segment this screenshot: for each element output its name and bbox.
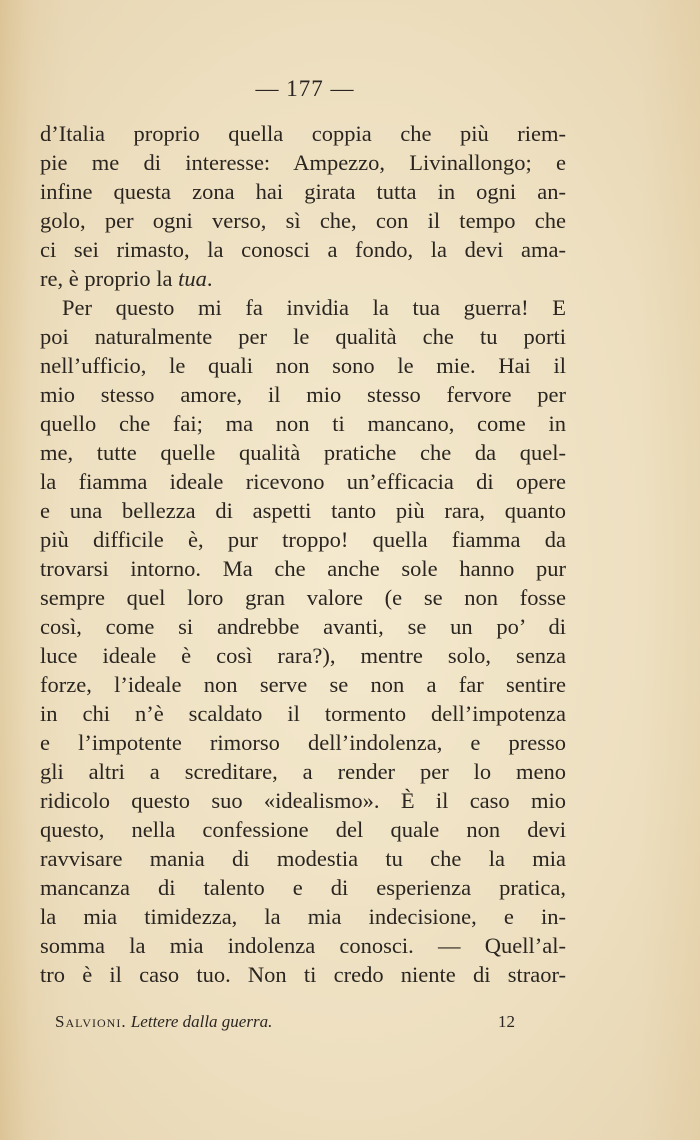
- text-line: mancanza di talento e di esperienza pratica,: [40, 875, 566, 900]
- text-line: e l’impotente rimorso dell’indolenza, e presso: [40, 730, 566, 755]
- text-line: così, come si andrebbe avanti, se un po’ di: [40, 614, 566, 639]
- text-line: [40, 264, 566, 293]
- text-line: infine questa zona hai girata tutta in ogni an-: [40, 179, 566, 204]
- text-line: forze, l’ideale non serve se non a far sentire: [40, 672, 566, 697]
- text-line: poi naturalmente per le qualità che tu porti: [40, 324, 566, 349]
- text-line: gli altri a screditare, a render per lo meno: [40, 759, 566, 784]
- page-number: — 177 —: [255, 76, 355, 101]
- text-line: la fiamma ideale ricevono un’efficacia di opere: [40, 469, 566, 494]
- text-line: luce ideale è così rara?), mentre solo, senza: [40, 643, 566, 668]
- text-line: pie me di interesse: Ampezzo, Livinallongo; e: [40, 150, 566, 175]
- text-line: somma la mia indolenza conosci. — Quell’al-: [40, 933, 566, 958]
- text-line: in chi n’è scaldato il tormento dell’impotenza: [40, 701, 566, 726]
- text-line: ravvisare mania di modestia tu che la mia: [40, 846, 566, 871]
- text-line: nell’ufficio, le quali non sono le mie. Hai il: [40, 353, 566, 378]
- footer-book-title: Lettere dalla guerra.: [130, 1012, 273, 1031]
- text-line: tro è il caso tuo. Non ti credo niente di straor-: [40, 962, 566, 987]
- text-line: la mia timidezza, la mia indecisione, e in-: [40, 904, 566, 929]
- text-line: più difficile è, pur troppo! quella fiamma da: [40, 527, 566, 552]
- footer-running-title: [55, 1012, 272, 1032]
- text-line: mio stesso amore, il mio stesso fervore per: [40, 382, 566, 407]
- text-line: trovarsi intorno. Ma che anche sole hanno pur: [40, 556, 566, 581]
- text-line: sempre quel loro gran valore (e se non fosse: [40, 585, 566, 610]
- text-line: e una bellezza di aspetti tanto più rara, quanto: [40, 498, 566, 523]
- text-fragment: re, è proprio la: [40, 266, 179, 291]
- page-footer: [55, 1012, 515, 1032]
- text-fragment: .: [206, 266, 213, 291]
- italic-word: tua: [178, 266, 207, 291]
- text-line: golo, per ogni verso, sì che, con il tempo che: [40, 208, 566, 233]
- footer-author: Salvioni.: [55, 1012, 127, 1031]
- text-line: questo, nella confessione del quale non devi: [40, 817, 566, 842]
- body-text: [40, 119, 566, 989]
- text-line: d’Italia proprio quella coppia che più riem-: [40, 121, 566, 146]
- text-line: me, tutte quelle qualità pratiche che da quel-: [40, 440, 566, 465]
- footer-signature-mark: 12: [498, 1012, 515, 1031]
- text-line: quello che fai; ma non ti mancano, come in: [40, 411, 566, 436]
- text-line: Per questo mi fa invidia la tua guerra! E: [62, 295, 566, 320]
- text-line: ci sei rimasto, la conosci a fondo, la devi ama-: [40, 237, 566, 262]
- text-line: ridicolo questo suo «idealismo». È il caso mio: [40, 788, 566, 813]
